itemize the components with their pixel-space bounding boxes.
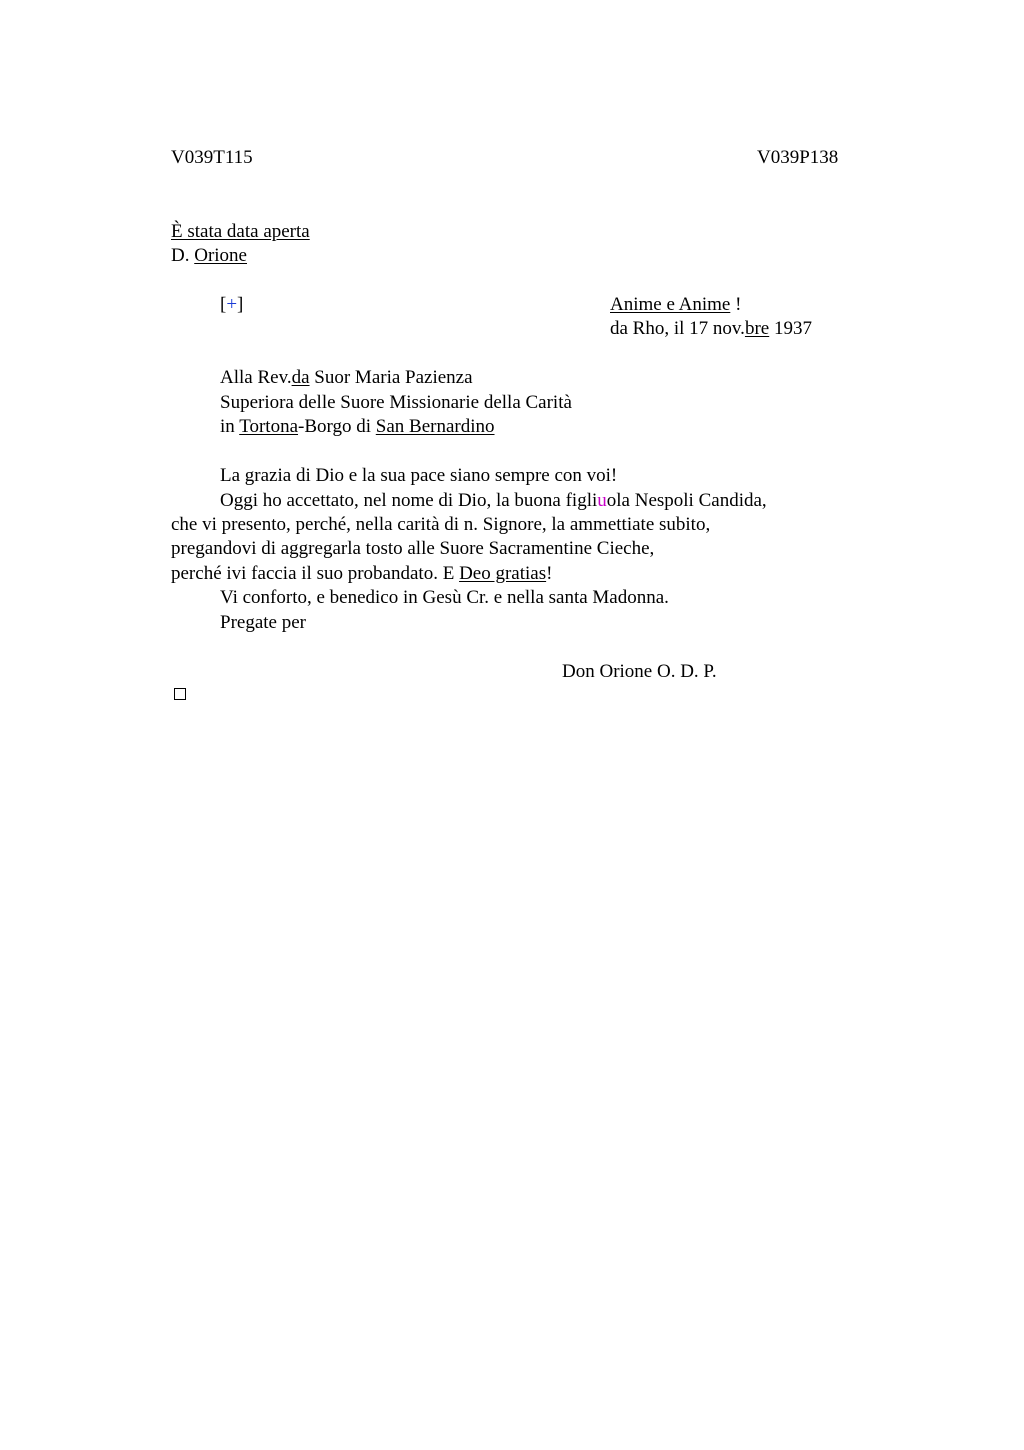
body-line1-start: Oggi ho accettato, nel nome di Dio, la buona figli — [220, 490, 598, 511]
body-line1 — [220, 489, 767, 513]
body-line4-prefix: perché ivi faccia il suo probandato. E — [171, 563, 460, 584]
address-in: in — [220, 416, 240, 437]
archival-note-name: Orione — [194, 245, 247, 266]
archival-note-line2 — [171, 244, 247, 268]
address-place: San Bernardino — [375, 416, 495, 437]
signature: Don Orione O. D. P. — [562, 661, 717, 682]
date-prefix: da Rho, il 17 nov. — [610, 318, 745, 339]
motto-text: Anime e Anime — [610, 294, 731, 315]
end-mark-square — [174, 688, 186, 700]
date-year: 1937 — [769, 318, 812, 339]
archival-note-prefix: D. — [171, 245, 195, 266]
body-line1-end: ola Nespoli Candida, — [606, 490, 767, 511]
body-line5: Vi conforto, e benedico in Gesù Cr. e nella santa Madonna. — [220, 587, 669, 608]
address-line3 — [220, 415, 495, 439]
deo-gratias: Deo gratias — [459, 563, 547, 584]
body-line4-suffix: ! — [546, 563, 553, 584]
motto-suffix: ! — [730, 294, 742, 315]
address-recipient-name: Suor Maria Pazienza — [309, 367, 473, 388]
archival-note-line1: È stata data aperta — [171, 221, 310, 242]
cross-open-bracket: [ — [220, 294, 227, 315]
cross-close-bracket: ] — [237, 294, 244, 315]
doc-code-right: V039P138 — [757, 147, 839, 168]
address-city: Tortona — [239, 416, 299, 437]
address-title-abbrev: da — [291, 367, 310, 388]
body-correction: u — [597, 490, 607, 511]
address-title-prefix: Alla Rev. — [220, 367, 292, 388]
doc-code-left: V039T115 — [171, 147, 253, 168]
cross-symbol: + — [226, 294, 238, 315]
motto-line — [610, 293, 741, 317]
address-line2: Superiora delle Suore Missionarie della Carità — [220, 392, 572, 413]
body-line3: pregandovi di aggregarla tosto alle Suore Sacramentine Cieche, — [171, 538, 655, 559]
address-line1 — [220, 366, 473, 390]
body-line2: che vi presento, perché, nella carità di n. Signore, la ammettiate subito, — [171, 514, 711, 535]
body-line6: Pregate per — [220, 612, 306, 633]
date-line — [610, 317, 812, 341]
address-mid: -Borgo di — [298, 416, 376, 437]
greeting: La grazia di Dio e la sua pace siano sempre con voi! — [220, 465, 618, 486]
cross-mark — [220, 293, 243, 317]
date-month-abbrev: bre — [744, 318, 770, 339]
body-line4 — [171, 562, 552, 586]
